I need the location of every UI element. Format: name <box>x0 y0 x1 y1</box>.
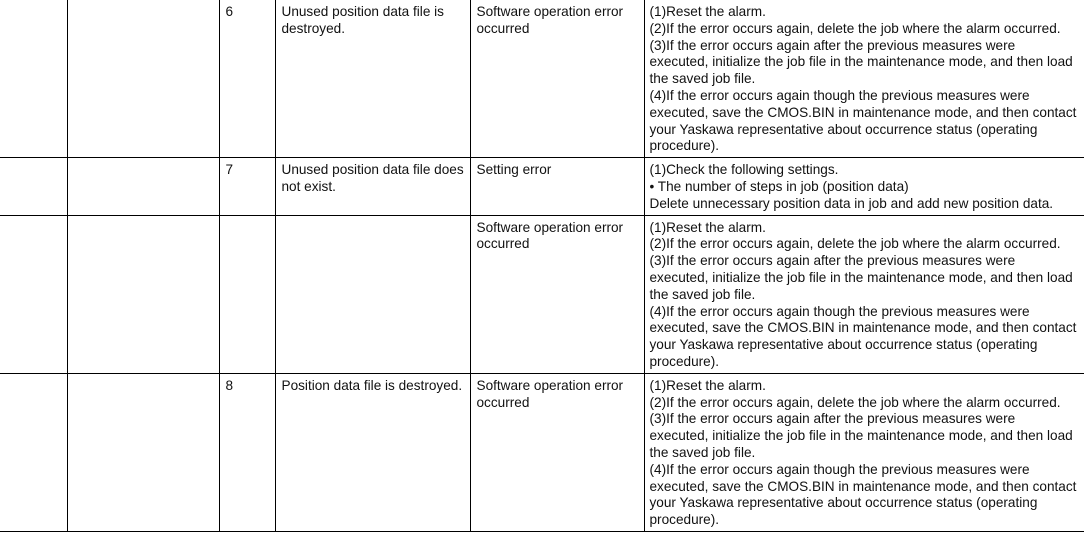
remedy-line: (3)If the error occurs again after the previous measures were <box>649 37 1016 53</box>
table-row <box>0 0 1084 158</box>
meaning-cell <box>275 158 470 215</box>
cause-line: Setting error <box>476 162 552 178</box>
remedy-line: your Yaskawa representative about occurrence status (operating <box>649 495 1038 511</box>
remedy-line: (1)Reset the alarm. <box>649 377 766 393</box>
meaning-cell <box>275 0 470 158</box>
meaning-line: Unused position data file is <box>281 4 444 19</box>
alarm-number-cell <box>0 0 67 158</box>
cause-cell <box>470 0 644 158</box>
remedy-line: (2)If the error occurs again, delete the job where the alarm occurred. <box>649 236 1061 252</box>
alarm-number-cell <box>0 158 67 215</box>
meaning-line: Position data file is destroyed. <box>281 377 463 393</box>
remedy-line: (4)If the error occurs again though the previous measures were <box>649 461 1030 477</box>
remedy-line: • The number of steps in job (position data) <box>649 178 909 194</box>
alarm-name-cell <box>67 215 219 373</box>
alarm-name-cell <box>67 0 219 158</box>
remedy-line: procedure). <box>649 138 720 154</box>
cause-line: Software operation error <box>476 219 624 235</box>
remedy-line: executed, initialize the job file in the maintenance mode, and then load <box>649 54 1073 70</box>
remedy-line: (1)Reset the alarm. <box>649 219 766 235</box>
sub-code: 7 <box>225 162 234 178</box>
sub-code: 8 <box>225 377 234 393</box>
sub-code-cell <box>219 158 275 215</box>
cause-cell <box>470 158 644 215</box>
remedy-line: your Yaskawa representative about occurrence status (operating <box>649 121 1038 137</box>
meaning-line: not exist. <box>281 178 336 194</box>
cause-cell <box>470 373 644 531</box>
remedy-line: your Yaskawa representative about occurrence status (operating <box>649 337 1038 353</box>
remedy-line: executed, initialize the job file in the maintenance mode, and then load <box>649 428 1073 444</box>
remedy-line: procedure). <box>649 353 720 369</box>
remedy-line: (2)If the error occurs again, delete the job where the alarm occurred. <box>649 394 1061 410</box>
meaning-cell <box>275 373 470 531</box>
remedy-line: (4)If the error occurs again though the previous measures were <box>649 87 1030 103</box>
cause-line: Software operation error <box>476 377 624 393</box>
meaning-cell <box>275 215 470 373</box>
meaning-line: destroyed. <box>281 20 345 36</box>
remedy-line: executed, save the CMOS.BIN in maintenance mode, and then contact <box>649 320 1077 336</box>
cause-line: Software operation error <box>476 4 624 19</box>
cause-cell <box>470 215 644 373</box>
meaning-line: Unused position data file does <box>281 162 464 178</box>
remedy-line: executed, save the CMOS.BIN in maintenance mode, and then contact <box>649 478 1077 494</box>
alarm-name-cell <box>67 373 219 531</box>
remedy-line: executed, initialize the job file in the maintenance mode, and then load <box>649 269 1073 285</box>
remedy-line: (1)Reset the alarm. <box>649 4 766 19</box>
remedy-cell <box>644 215 1084 373</box>
cause-line: occurred <box>476 394 530 410</box>
sub-code: 6 <box>225 4 234 19</box>
sub-code-cell <box>219 0 275 158</box>
remedy-line: the saved job file. <box>649 71 756 87</box>
alarm-name-cell <box>67 158 219 215</box>
alarm-number-cell <box>0 373 67 531</box>
remedy-line: (4)If the error occurs again though the previous measures were <box>649 303 1030 319</box>
remedy-line: executed, save the CMOS.BIN in maintenance mode, and then contact <box>649 104 1077 120</box>
remedy-line: (3)If the error occurs again after the previous measures were <box>649 411 1016 427</box>
remedy-line: (2)If the error occurs again, delete the job where the alarm occurred. <box>649 20 1061 36</box>
remedy-line: (1)Check the following settings. <box>649 162 839 178</box>
alarm-number-cell <box>0 215 67 373</box>
table-row <box>0 215 1084 373</box>
remedy-line: the saved job file. <box>649 444 756 460</box>
remedy-cell <box>644 158 1084 215</box>
remedy-line: procedure). <box>649 512 720 528</box>
remedy-line: the saved job file. <box>649 286 756 302</box>
cause-line: occurred <box>476 236 530 252</box>
remedy-line: (3)If the error occurs again after the previous measures were <box>649 253 1016 269</box>
table-row <box>0 373 1084 531</box>
sub-code-cell <box>219 373 275 531</box>
sub-code-cell <box>219 215 275 373</box>
table-row <box>0 158 1084 215</box>
cause-line: occurred <box>476 20 530 36</box>
remedy-line: Delete unnecessary position data in job and add new position data. <box>649 195 1054 211</box>
remedy-cell <box>644 0 1084 158</box>
remedy-cell <box>644 373 1084 531</box>
